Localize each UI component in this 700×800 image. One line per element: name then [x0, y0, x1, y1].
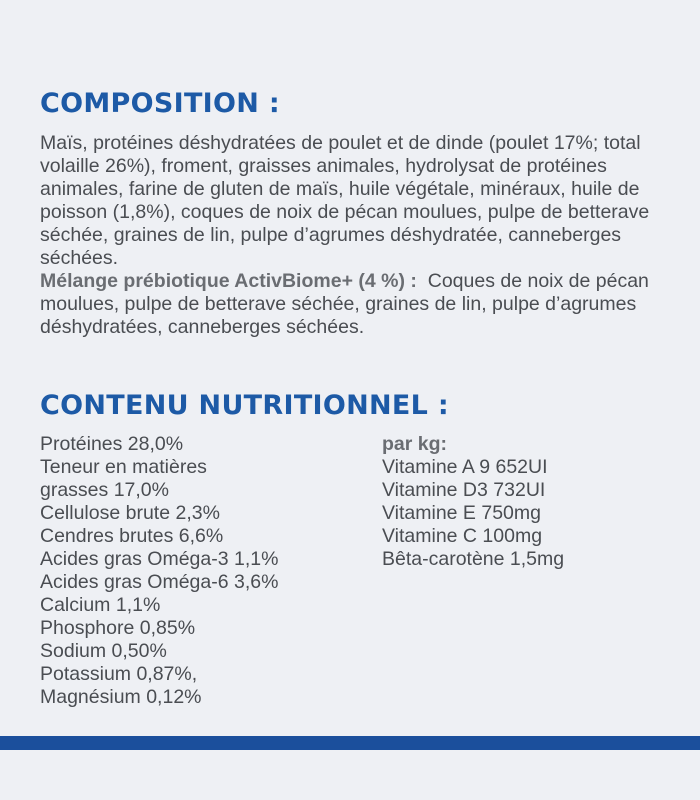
nutrient-line: Acides gras Oméga-6 3,6%: [40, 571, 279, 593]
nutrient-line: Phosphore 0,85%: [40, 617, 196, 639]
nutrition-right-column: [382, 433, 672, 571]
prebiotic-label: Mélange prébiotique ActivBiome+ (4 %) :: [40, 270, 417, 292]
vitamin-line: Bêta-carotène 1,5mg: [382, 548, 565, 570]
vitamin-line: Vitamine C 100mg: [382, 525, 543, 547]
nutrient-line: Teneur en matières: [40, 456, 207, 478]
prebiotic-paragraph: [40, 270, 670, 339]
nutrient-line: Calcium 1,1%: [40, 594, 161, 616]
nutrition-left-column: [40, 433, 350, 709]
nutrient-line: Acides gras Oméga-3 1,1%: [40, 548, 279, 570]
nutrition-heading: CONTENU NUTRITIONNEL :: [40, 390, 449, 421]
vitamin-line: Vitamine E 750mg: [382, 502, 541, 524]
nutrient-line: grasses 17,0%: [40, 479, 169, 501]
vitamin-line: Vitamine A 9 652UI: [382, 456, 548, 478]
nutrient-line: Cendres brutes 6,6%: [40, 525, 224, 547]
composition-text: Maïs, protéines déshydratées de poulet et de dinde (poulet 17%; total volaille 26%), froment, graisses animales, hydrolysat de protéines animales, farine de gluten de maïs, huile végétale, minéraux, huile de poisson (1,8%), coques de noix de pécan moulues, pulpe de betterave séchée, graines de lin, pulpe d’agrumes déshydratée, canneberges séchées.: [40, 132, 650, 269]
per-kg-label: par kg:: [382, 433, 448, 455]
prebiotic-text: Coques de noix de pécan moulues, pulpe de betterave séchée, graines de lin, pulpe d’agrumes déshydratées, canneberges séchées.: [40, 270, 649, 338]
composition-block: [40, 132, 670, 339]
nutrient-line: Magnésium 0,12%: [40, 686, 202, 708]
nutrient-line: Potassium 0,87%,: [40, 663, 198, 685]
nutrient-line: Sodium 0,50%: [40, 640, 167, 662]
bottom-accent-band: [0, 736, 700, 750]
nutrient-line: Cellulose brute 2,3%: [40, 502, 220, 524]
vitamin-line: Vitamine D3 732UI: [382, 479, 546, 501]
composition-heading: COMPOSITION :: [40, 88, 280, 119]
nutrient-line: Protéines 28,0%: [40, 433, 184, 455]
